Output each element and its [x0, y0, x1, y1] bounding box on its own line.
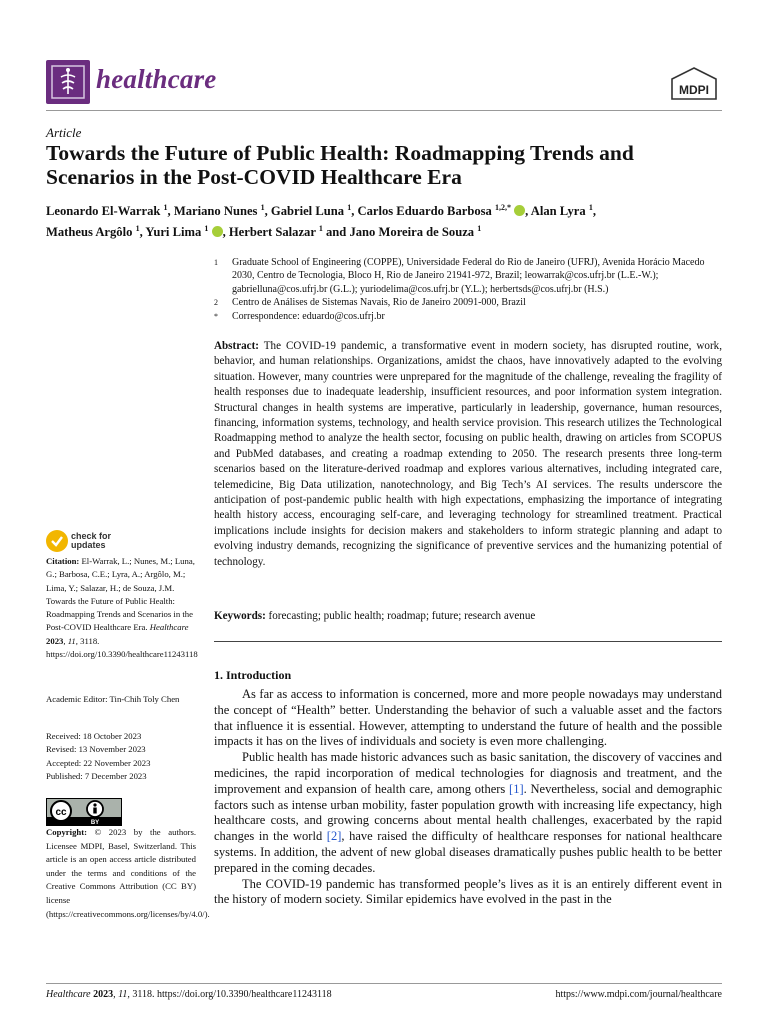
intro-body [214, 687, 722, 908]
cc-by-license-icon[interactable] [46, 798, 122, 826]
mdpi-logo-icon [666, 66, 722, 102]
footer-citation: Healthcare 2023, 11, 3118. https://doi.org/10.3390/healthcare11243118 [46, 989, 332, 1000]
date-received: Received: 18 October 2023 [46, 731, 142, 741]
orcid-icon[interactable] [514, 205, 525, 216]
svg-text:cc: cc [55, 807, 67, 818]
keywords-label: Keywords: [214, 610, 266, 622]
author-sep: , [592, 204, 596, 219]
author-name[interactable]: and Jano Moreira de Souza [322, 225, 478, 240]
article-type: Article [46, 125, 82, 140]
author-line-2 [46, 220, 722, 241]
footer-journal-url[interactable]: https://www.mdpi.com/journal/healthcare [555, 989, 722, 1000]
reference-link[interactable]: [1] [509, 781, 524, 796]
check-updates-line1: check for [71, 530, 112, 541]
author-affil: 1 [477, 224, 482, 234]
affiliation-mark: 2 [214, 298, 218, 308]
keywords [214, 609, 722, 624]
author-line-1 [46, 199, 722, 220]
affiliations [214, 256, 722, 323]
affiliation-text: Correspondence: eduardo@cos.ufrj.br [232, 310, 385, 322]
abstract-text: The COVID-19 pandemic, a transformative event in modern society, has disrupted routine, work, behavior, and human relationships. Organizations, amidst the chaos, have innovatively adapted to the evolving situation. However, many countries were unprepared for the magnitude of the challenge, revealing the fragility of health responses due to inadequate leadership, insufficient resources, and poor information system integration. Structural changes in health systems are imperative, particularly in leadership, governance, human resources, financing, information systems, technology, and health service provision. This research utilizes the Technological Roadmapping method to analyze the health sector, focusing on public health, drawing on articles from SCOPUS and PubMed databases, and creating a roadmap extending to 2050. The research presents three long-term scenarios based on the literature-derived roadmap and explores various alternatives, including integrated care, telemedicine, Big Data utilization, nanotechnology, and Big Tech’s AI services. The results underscore the anticipation of post-pandemic public health with high expectations, emphasizing the importance of integrating health history access, encouraging self-care, and leveraging technology for streamlined treatment. Practical implications include insights for decision makers and stakeholders to inform strategic planning and adapt to evolving industry demands, recognizing the significance of preventive services and the humanizing potential of technology. [214, 340, 722, 568]
affiliation-item [214, 310, 722, 323]
check-for-updates-button[interactable] [46, 530, 111, 552]
author-name[interactable]: , Carlos Eduardo Barbosa [351, 204, 495, 219]
affiliation-item [214, 256, 722, 296]
author-name[interactable]: , Alan Lyra [525, 204, 589, 219]
affiliation-item [214, 296, 722, 309]
keywords-text: forecasting; public health; roadmap; future; research avenue [265, 610, 536, 622]
author-name[interactable]: , Gabriel Luna [264, 204, 348, 219]
author-name[interactable]: Leonardo El-Warrak [46, 204, 164, 219]
author-affil: 1 [204, 224, 209, 234]
date-published: Published: 7 December 2023 [46, 770, 147, 781]
abstract-divider [214, 641, 722, 642]
author-name[interactable]: Matheus Argôlo [46, 225, 136, 240]
check-updates-line2: updates [71, 540, 106, 550]
date-revised: Revised: 13 November 2023 [46, 744, 146, 755]
citation-label: Citation: [46, 556, 80, 566]
section-heading: 1. Introduction [214, 668, 292, 682]
paragraph: Public health has made historic advances such as basic sanitation, the discovery of vaccines and medicines, the rapid incorporation of medical technologies for diagnosis and treatment, and the improvement and expansion of health care, among others [1]. Nevertheless, social and demographic factors such as intense urban mobility, faster population growth with increasing life expectancy, high healthcare costs, and growing concerns about mental health challenges, exacerbated by the rapid changes in the world [2], have raised the difficulty of healthcare responses for national healthcare systems. In addition, the advent of new global diseases dramatically pushes public health to be better prepared in the coming decades. [214, 750, 722, 875]
citation-block: Citation: El-Warrak, L.; Nunes, M.; Luna, G.; Barbosa, C.E.; Lyra, A.; Argôlo, M.; Lima, Y.; Salazar, H.; de Souza, J.M. Towards the Future of Public Health: Roadmapping Trends and Scenarios in the Post-COVID Healthcare Era. Healthcare 2023, 11, 3118. https://doi.org/10.3390/healthcare11243118 [46, 556, 198, 660]
affiliation-mark: * [214, 311, 218, 321]
abstract [214, 339, 722, 570]
footer-divider [46, 983, 722, 984]
author-affil: 1 [135, 224, 140, 234]
paragraph: The COVID-19 pandemic has transformed people’s lives as it is an entirely different event in the history of modern society. Similar epidemics have evolved in the past in the [214, 876, 722, 907]
publication-dates [46, 730, 196, 783]
abstract-label: Abstract: [214, 340, 259, 352]
paragraph: As far as access to information is concerned, more and more people nowadays may understand the concept of “Health” better. Understanding the behavior of such a valuable asset and the factors that influence it is essential. However, attempting to understand the future of health and the possible impacts it has on the lives of individuals and society is even more challenging. [214, 687, 722, 749]
academic-editor: Academic Editor: Tin-Chih Toly Chen [46, 694, 180, 704]
footer-doi[interactable]: 3118. https://doi.org/10.3390/healthcare11243118 [129, 989, 332, 1000]
publisher-name: MDPI [679, 83, 709, 97]
author-affil: 1 [588, 203, 593, 212]
header-divider [46, 110, 722, 111]
author-name[interactable]: , Yuri Lima [139, 225, 205, 240]
affiliation-text: Graduate School of Engineering (COPPE), Universidade Federal do Rio de Janeiro (UFRJ), Avenida Horácio Macedo 2030, Centro de Tecnologia, Bloco H, Rio de Janeiro 21941-972, Brazil; leowarrak@cos.ufrj.br (L.E.-W.); gabrielluna@cos.ufrj.br (G.L.); yuriodelima@cos.ufrj.br (Y.L.); herbertsds@cos.ufrj.br (H.S.) [232, 257, 705, 295]
author-affil: 1 [318, 224, 323, 234]
cc-label: BY [90, 820, 100, 825]
date-accepted: Accepted: 22 November 2023 [46, 757, 151, 768]
orcid-icon[interactable] [212, 226, 223, 237]
author-name[interactable]: , Herbert Salazar [222, 225, 319, 240]
copyright-notice: Copyright: © 2023 by the authors. Licensee MDPI, Basel, Switzerland. This article is an open access article distributed under the terms and conditions of the Creative Commons Attribution (CC BY) license (https://creativecommons.org/licenses/by/4.0/). [46, 827, 210, 919]
check-updates-icon [46, 530, 68, 552]
affiliation-text: Centro de Análises de Sistemas Navais, Rio de Janeiro 20091-000, Brazil [232, 297, 526, 309]
author-list [46, 199, 722, 241]
author-name[interactable]: , Mariano Nunes [167, 204, 261, 219]
author-affil: 1 [347, 203, 352, 212]
reference-link[interactable]: [2] [326, 829, 342, 844]
author-affil: 1,2,* [495, 203, 511, 212]
author-affil: 1 [163, 203, 168, 212]
citation-doi[interactable]: 3118. https://doi.org/10.3390/healthcare11243118 [46, 635, 198, 660]
journal-name: healthcare [96, 64, 217, 94]
journal-logo-icon [46, 60, 90, 104]
copyright-label: Copyright: [46, 827, 88, 837]
affiliation-mark: 1 [214, 258, 218, 267]
article-title: Towards the Future of Public Health: Roadmapping Trends and Scenarios in the Post-COVID Healthcare Era [46, 141, 634, 189]
author-affil: 1 [260, 203, 265, 212]
